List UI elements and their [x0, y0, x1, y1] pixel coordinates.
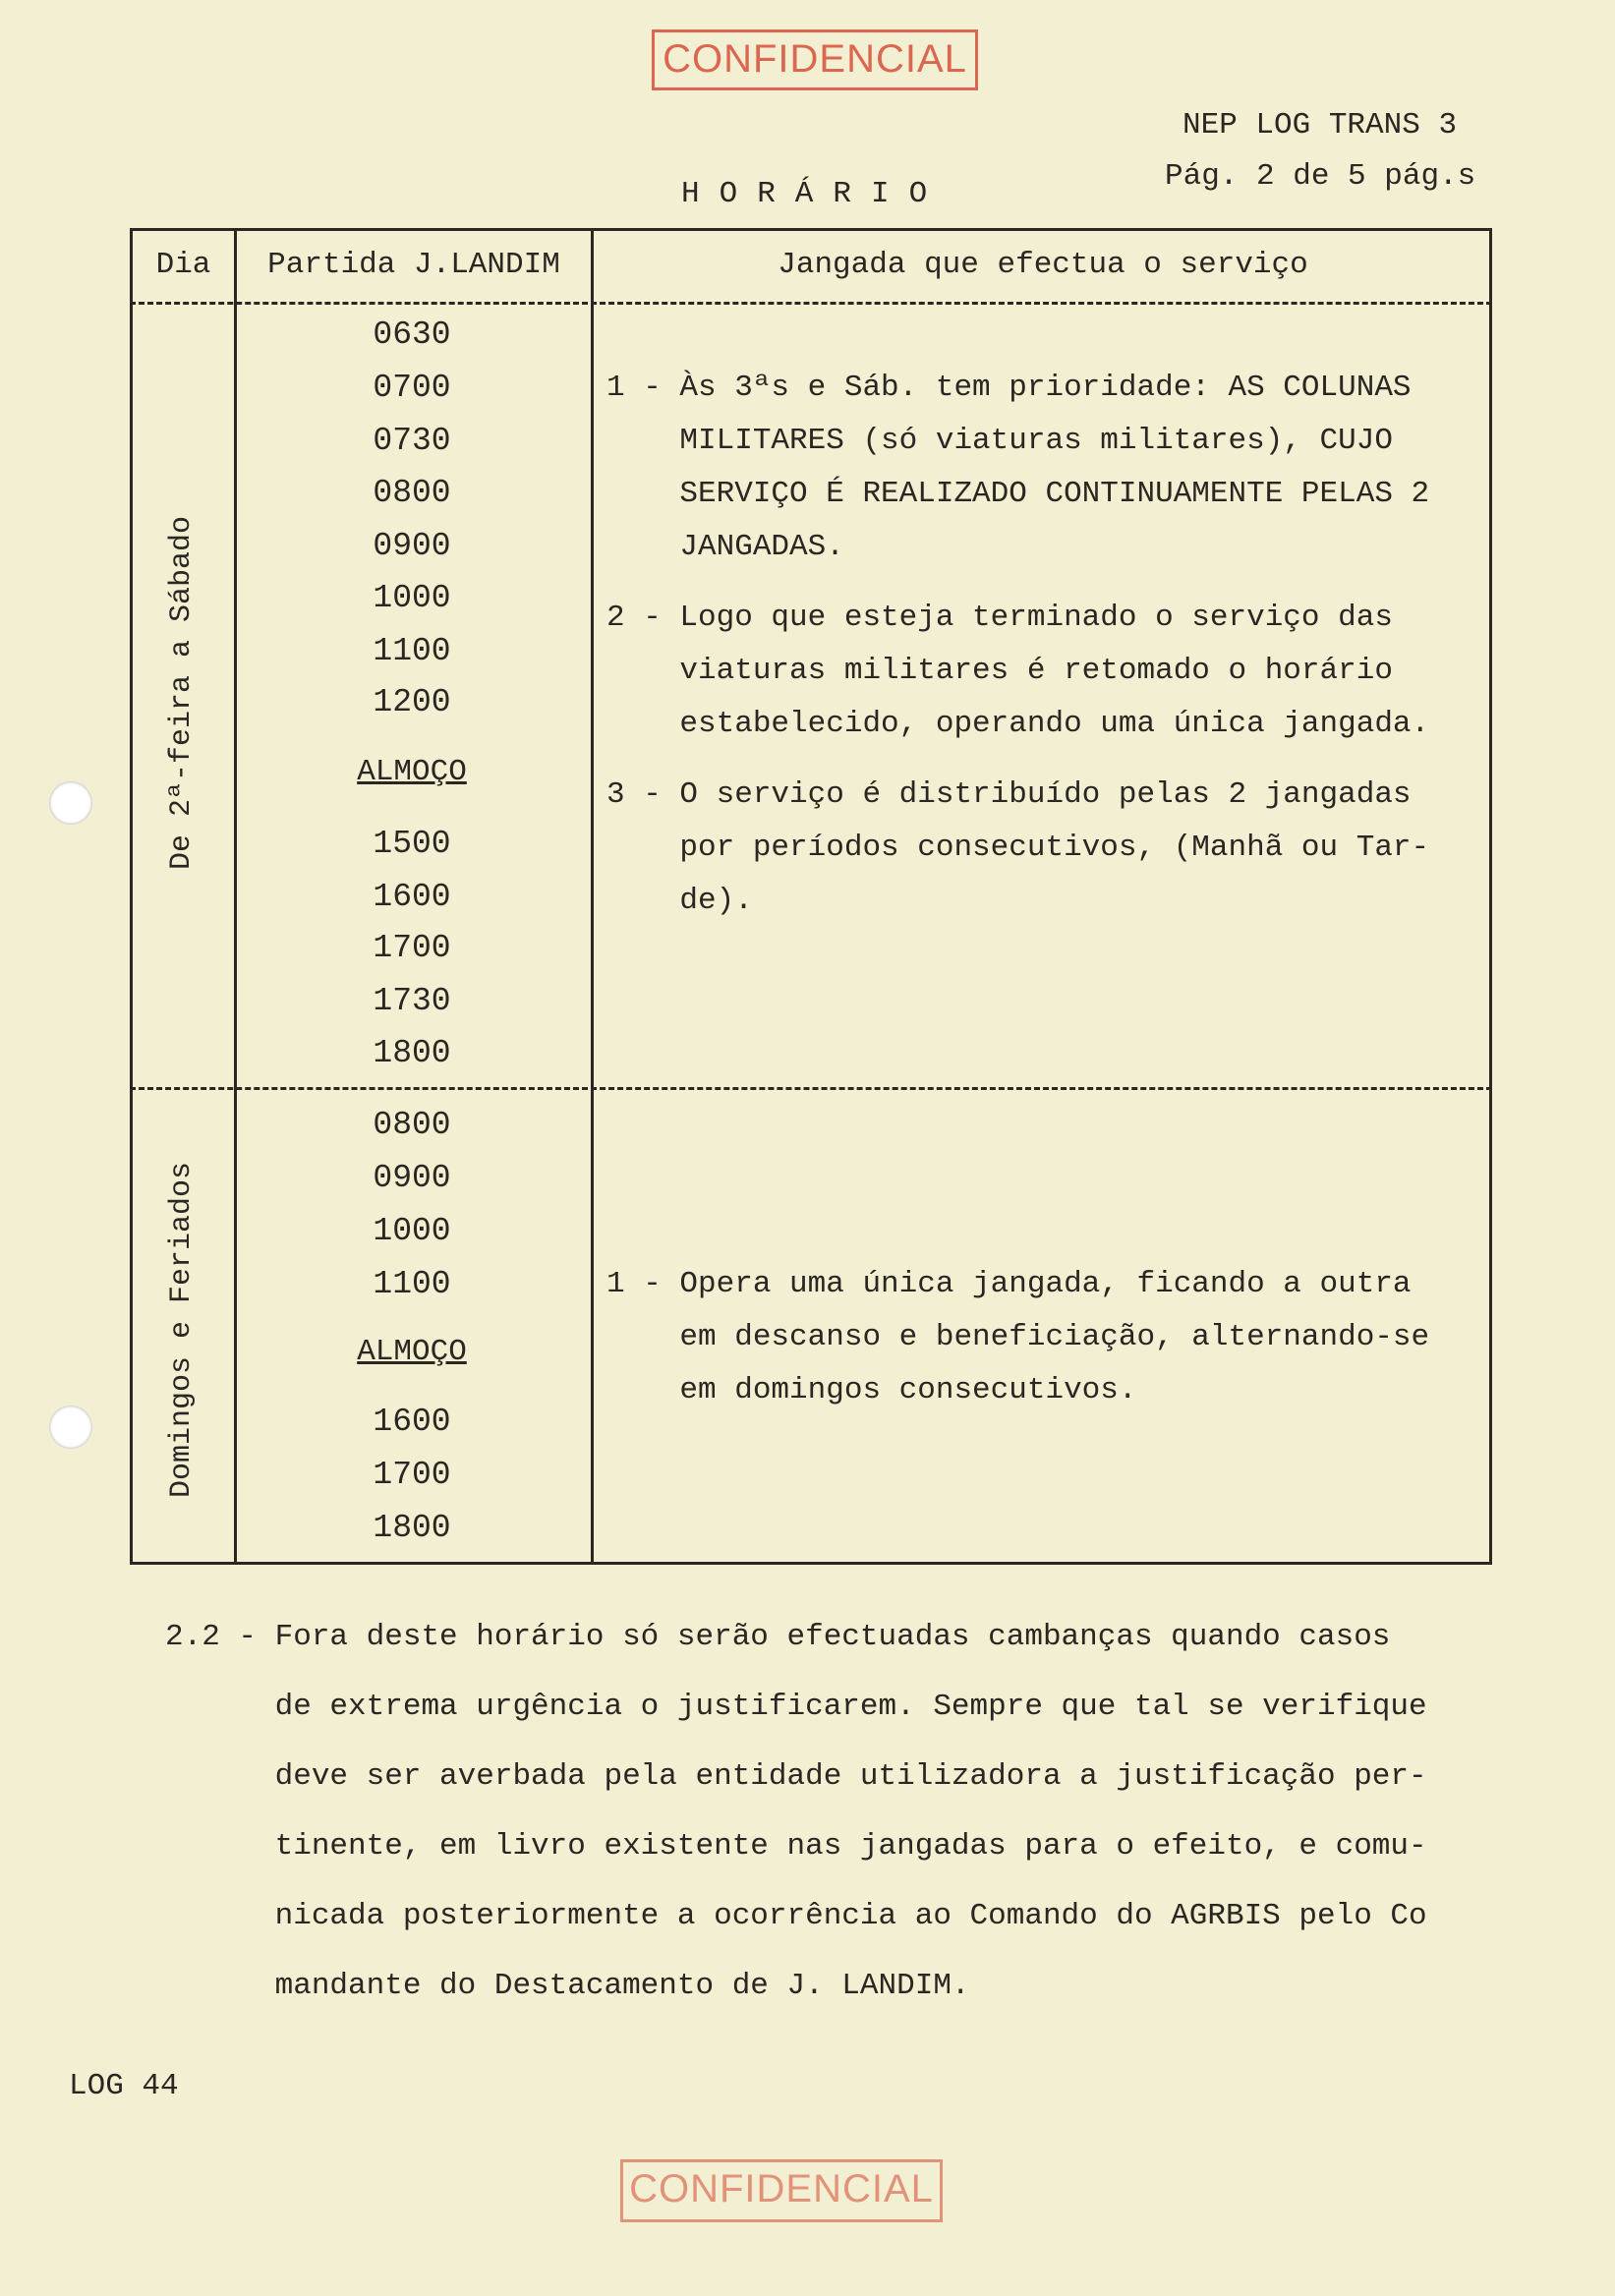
document-reference: NEP LOG TRANS 3: [1182, 108, 1458, 143]
departure-time: 1800: [373, 1510, 451, 1546]
departure-time: 1730: [373, 983, 451, 1019]
column-header-partida: Partida J.LANDIM: [267, 248, 560, 282]
departure-time: 1500: [373, 826, 451, 862]
service-note: 1 - Opera uma única jangada, ficando a outra em descanso e beneficiação, alternando-se em domingos consecutivos.: [606, 1267, 1430, 1407]
header-divider: [130, 302, 1492, 305]
paragraph-2-2: 2.2 - Fora deste horário só serão efectuadas cambanças quando casos de extrema urgência o justificarem. Sempre que tal se verifique deve ser averbada pela entidade utilizadora a justificação per- tinente, em livro existente nas jangadas para o efeito, e comu- nicada posteriormente a ocorrência ao Comando do AGRBIS pelo Co mandante do Destacamento de J. LANDIM.: [165, 1620, 1427, 2003]
departure-time: 1700: [373, 1457, 451, 1493]
departure-time: 0730: [373, 423, 451, 459]
section-divider: [130, 1087, 1492, 1090]
footer-code: LOG 44: [69, 2069, 179, 2103]
service-note: 1 - Às 3ªs e Sáb. tem prioridade: AS COLUNAS MILITARES (só viaturas militares), CUJO SERVIÇO É REALIZADO CONTINUAMENTE PELAS 2 JANGADAS.: [606, 371, 1430, 564]
departure-time: 1000: [373, 580, 451, 616]
column-divider: [591, 228, 594, 1565]
departure-time: 1000: [373, 1213, 451, 1249]
page-title: HORÁRIO: [681, 177, 948, 211]
departure-time: 1800: [373, 1035, 451, 1071]
departure-time: 1200: [373, 684, 451, 720]
departure-time: 0630: [373, 316, 451, 353]
departure-time: 1600: [373, 1404, 451, 1440]
column-header-jangada: Jangada que efectua o serviço: [778, 248, 1308, 282]
departure-time: 0800: [373, 1107, 451, 1143]
day-label-holidays: Domingos e Feriados: [165, 1161, 199, 1499]
departure-time: 0700: [373, 370, 451, 406]
punch-hole-icon: [49, 781, 92, 825]
departure-time: 0900: [373, 528, 451, 564]
column-header-dia: Dia: [155, 248, 211, 282]
page-number: Pág. 2 de 5 pág.s: [1165, 159, 1476, 194]
departure-time: 0900: [373, 1160, 451, 1196]
departure-time: 1100: [373, 1266, 451, 1302]
departure-time: 1700: [373, 930, 451, 966]
punch-hole-icon: [49, 1406, 92, 1449]
confidential-stamp-bottom: CONFIDENCIAL: [620, 2159, 943, 2222]
departure-time: 1600: [373, 879, 451, 915]
departure-time: 1100: [373, 633, 451, 669]
day-label-weekday: De 2ª-feira a Sábado: [165, 515, 199, 871]
lunch-break-label: ALMOÇO: [357, 1335, 467, 1369]
departure-time: 0800: [373, 475, 451, 511]
lunch-break-label: ALMOÇO: [357, 755, 467, 789]
service-note: 2 - Logo que esteja terminado o serviço das viaturas militares é retomado o horário estabelecido, operando uma única jangada.: [606, 601, 1430, 741]
service-note: 3 - O serviço é distribuído pelas 2 jangadas por períodos consecutivos, (Manhã ou Tar- de).: [606, 777, 1430, 918]
confidential-stamp-top: CONFIDENCIAL: [652, 29, 978, 90]
